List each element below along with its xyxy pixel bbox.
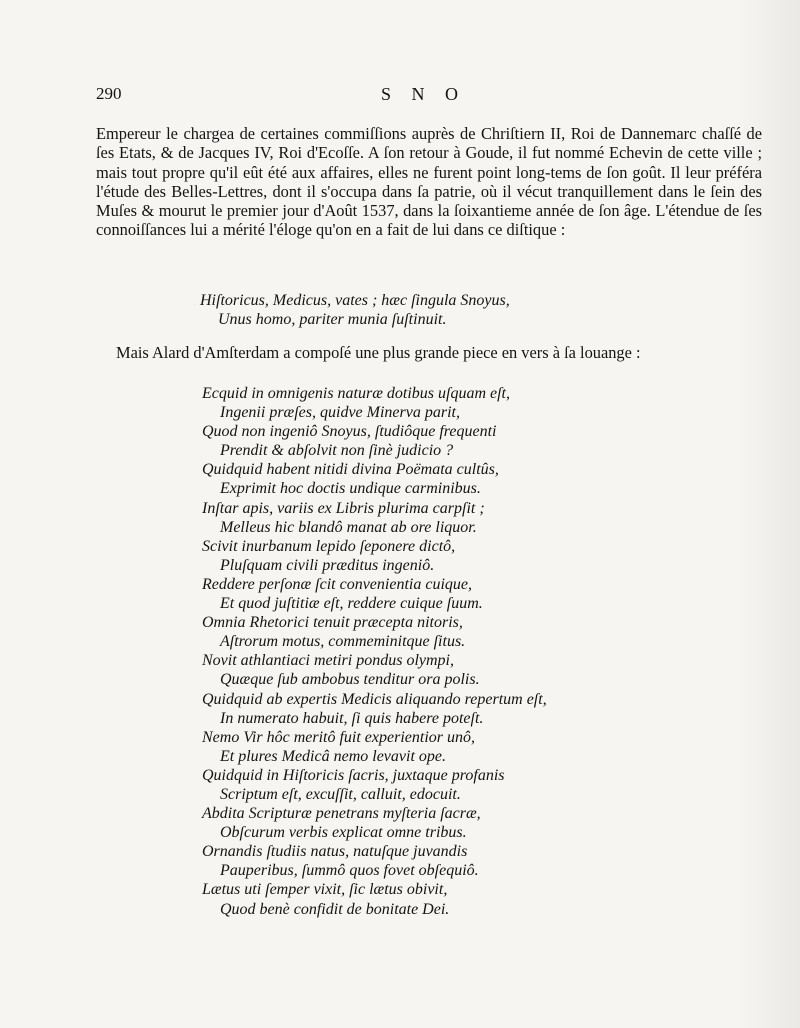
verse-line: Quæque ſub ambobus tenditur ora polis.	[220, 671, 480, 689]
verse-line: Quidquid ab expertis Medicis aliquando repertum eſt,	[202, 690, 547, 708]
paragraph-introduction: Mais Alard d'Amſterdam a compoſé une plus grande piece en vers à ſa louange :	[116, 343, 641, 362]
verse-line: Scivit inurbanum lepido ſeponere dictô,	[202, 537, 456, 555]
distich	[200, 291, 510, 329]
verse-line: Unus homo, pariter munia ſuſtinuit.	[218, 311, 447, 329]
verse-line: Novit athlantiaci metiri pondus olympi,	[202, 652, 454, 670]
verse-line: Et quod juſtitiæ eſt, reddere cuique ſuum.	[220, 595, 483, 613]
verse-line: Inſtar apis, variis ex Libris plurima carpſit ;	[202, 499, 485, 517]
running-title: S N O	[381, 84, 467, 104]
verse-line: Exprimit hoc doctis undique carminibus.	[220, 480, 481, 498]
verse-line: Quidquid in Hiſtoricis ſacris, juxtaque profanis	[202, 766, 505, 784]
verse-line: Reddere perſonæ ſcit convenientia cuique,	[202, 575, 472, 593]
verse-line: Nemo Vir hôc meritô fuit experientior unô,	[202, 728, 475, 746]
verse-line: Quidquid habent nitidi divina Poëmata cultûs,	[202, 461, 499, 479]
verse-line: Prendit & abſolvit non ſinè judicio ?	[220, 442, 454, 460]
verse-line: Abdita Scripturæ penetrans myſteria ſacræ,	[202, 805, 481, 823]
verse-line: Melleus hic blandô manat ab ore liquor.	[220, 518, 477, 536]
verse-line: Quod non ingeniô Snoyus, ſtudiôque frequenti	[202, 423, 497, 441]
verse-line: Ingenii præſes, quidve Minerva parit,	[220, 404, 460, 422]
poem	[202, 384, 547, 919]
verse-line: Pluſquam civili præditus ingeniô.	[220, 556, 435, 574]
running-head	[96, 84, 736, 108]
verse-line: Ecquid in omnigenis naturæ dotibus uſquam eſt,	[202, 385, 510, 402]
verse-line: Ornandis ſtudiis natus, natuſque juvandis	[202, 843, 468, 861]
verse-line: Omnia Rhetorici tenuit præcepta nitoris,	[202, 614, 463, 632]
verse-line: Hiſtoricus, Medicus, vates ; hæc ſingula Snoyus,	[200, 292, 510, 309]
verse-line: Quod benè confidit de bonitate Dei.	[220, 900, 450, 918]
verse-line: Lætus uti ſemper vixit, ſic lætus obivit,	[202, 881, 448, 899]
verse-line: Et plures Medicâ nemo levavit ope.	[220, 747, 446, 765]
verse-line: Aſtrorum motus, commeminitque ſitus.	[220, 633, 466, 651]
verse-line: Pauperibus, ſummô quos fovet obſequiô.	[220, 862, 479, 880]
verse-line: Obſcurum verbis explicat omne tribus.	[220, 824, 467, 842]
paragraph-biography: Empereur le chargea de certaines commiſſions auprès de Chriſtiern II, Roi de Dannemarc chaſſé de ſes Etats, & de Jacques IV, Roi d'Ecoſſe. A ſon retour à Goude, il fut nommé Echevin de cette ville ; mais tout propre qu'il eût été aux affaires, elles ne furent point long-tems de ſon goût. Il leur préféra l'étude des Belles-Lettres, dont il s'occupa dans ſa patrie, où il vécut tranquillement dans le ſein des Muſes & mourut le premier jour d'Août 1537, dans la ſoixantieme année de ſon âge. L'étendue de ſes connoiſſances lui a mérité l'éloge qu'on en a fait de lui dans ce diſtique :	[96, 124, 762, 240]
page-number: 290	[96, 84, 122, 103]
verse-line: Scriptum eſt, excuſſit, calluit, edocuit.	[220, 785, 461, 803]
verse-line: In numerato habuit, ſi quis habere poteſt.	[220, 709, 484, 727]
